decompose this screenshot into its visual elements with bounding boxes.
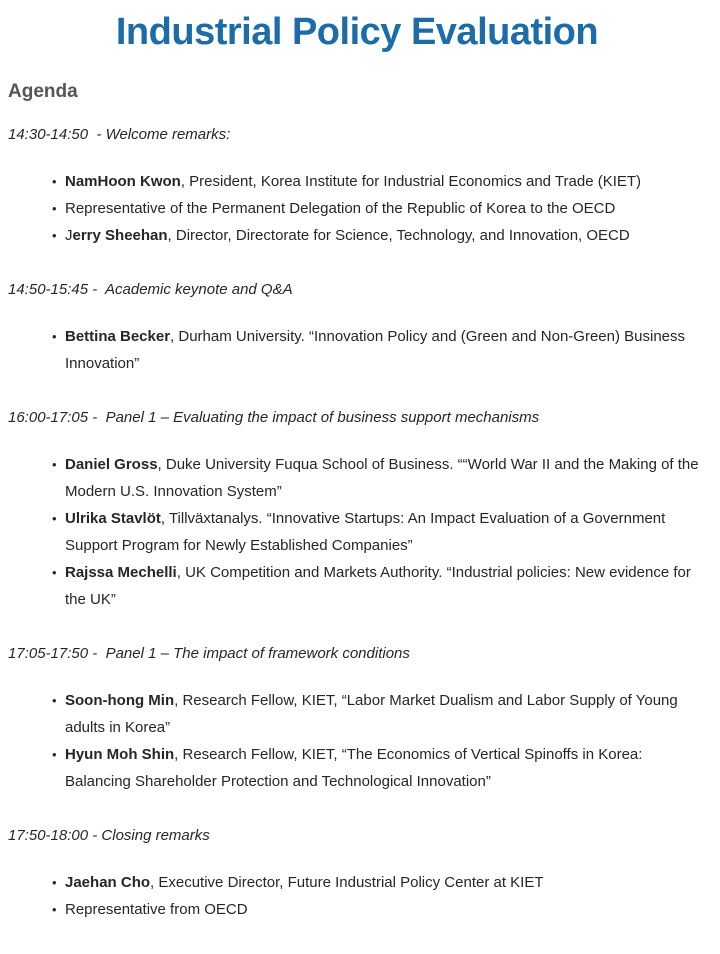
speaker-name-prefix: J <box>65 227 73 244</box>
session-time-heading: 14:50-15:45 - Academic keynote and Q&A <box>8 281 293 298</box>
session-welcome-remarks <box>8 125 706 249</box>
speaker-detail: Representative of the Permanent Delegation of the Republic of Korea to the OECD <box>65 200 616 217</box>
speaker-detail: , Duke University Fuqua School of Business. ““World War II and the Making of the Modern U.S. Innovation System” <box>65 456 699 500</box>
session-time-heading: 17:05-17:50 - Panel 1 – The impact of framework conditions <box>8 645 410 662</box>
session-time-heading: 14:30-14:50 - Welcome remarks: <box>8 126 231 143</box>
speaker-detail: , Research Fellow, KIET, “Labor Market Dualism and Labor Supply of Young adults in Korea” <box>65 692 678 736</box>
speaker-detail: , Tillväxtanalys. “Innovative Startups: An Impact Evaluation of a Government Support Program for Newly Established Companies” <box>65 510 666 554</box>
speaker-detail: , President, Korea Institute for Industrial Economics and Trade (KIET) <box>180 173 642 190</box>
agenda-heading: Agenda <box>8 81 78 102</box>
speaker-list <box>8 869 706 923</box>
speaker-list <box>8 168 706 249</box>
speaker-name: Hyun Moh Shin <box>65 746 175 763</box>
page-title: Industrial Policy Evaluation <box>115 11 599 53</box>
speaker-name: Soon-hong Min <box>65 692 175 709</box>
session-time-heading: 17:50-18:00 - Closing remarks <box>8 827 210 844</box>
session-academic-keynote <box>8 280 706 377</box>
session-time-heading: 16:00-17:05 - Panel 1 – Evaluating the impact of business support mechanisms <box>8 409 540 426</box>
speaker-detail: , Executive Director, Future Industrial Policy Center at KIET <box>150 874 544 891</box>
speaker-list <box>8 687 706 795</box>
speaker-name: Jaehan Cho <box>65 874 151 891</box>
speaker-detail: , UK Competition and Markets Authority. “Industrial policies: New evidence for the UK” <box>65 564 691 608</box>
speaker-list <box>8 451 706 613</box>
speaker-item <box>65 687 706 741</box>
speaker-item <box>65 323 706 377</box>
speaker-item <box>65 451 706 505</box>
speaker-detail: , Durham University. “Innovation Policy and (Green and Non-Green) Business Innovation” <box>65 328 685 372</box>
speaker-item <box>65 559 706 613</box>
speaker-name: NamHoon Kwon <box>65 173 181 190</box>
session-panel-1-framework-conditions <box>8 644 706 795</box>
speaker-item <box>65 222 706 249</box>
session-closing-remarks <box>8 826 706 923</box>
speaker-item <box>65 195 706 222</box>
speaker-detail: , Research Fellow, KIET, “The Economics of Vertical Spinoffs in Korea: Balancing Shareholder Protection and Technological Innovation” <box>65 746 643 790</box>
session-panel-1-business-support <box>8 408 706 613</box>
speaker-item <box>65 896 706 923</box>
speaker-name: Rajssa Mechelli <box>65 564 177 581</box>
speaker-item <box>65 505 706 559</box>
speaker-item <box>65 741 706 795</box>
speaker-name: Ulrika Stavlöt <box>65 510 161 527</box>
speaker-list <box>8 323 706 377</box>
speaker-name: erry Sheehan <box>72 227 168 244</box>
speaker-detail: Representative from OECD <box>65 901 248 918</box>
speaker-name: Bettina Becker <box>65 328 171 345</box>
speaker-name: Daniel Gross <box>65 456 158 473</box>
speaker-detail: , Director, Directorate for Science, Technology, and Innovation, OECD <box>167 227 630 244</box>
speaker-item <box>65 168 706 195</box>
